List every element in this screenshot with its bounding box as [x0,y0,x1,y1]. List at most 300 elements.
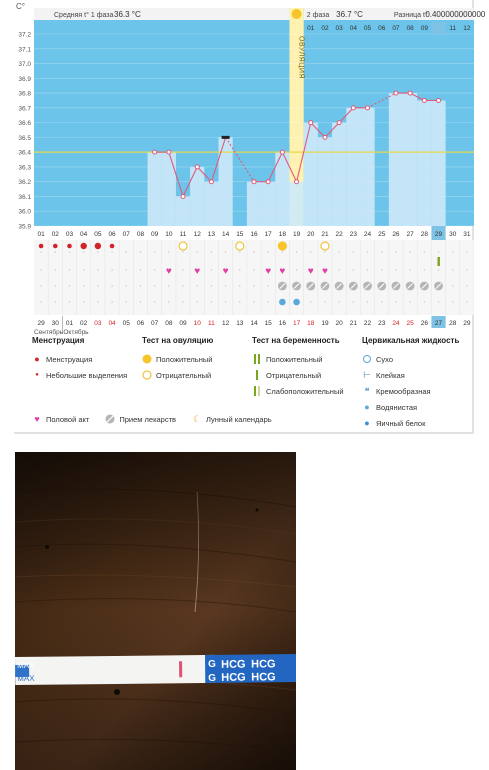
date-label: 09 [179,320,187,327]
day-label: 15 [236,231,244,238]
temp-bar [403,93,417,226]
y-tick-label: 36.4 [18,149,31,157]
legend-item: Половой акт [46,414,90,424]
date-label: 07 [151,320,159,327]
grid-dot [182,269,183,270]
grid-dot [438,301,439,302]
phase1-label: Средняя t° 1 фаза [54,12,114,19]
y-tick-label: 36.2 [18,179,31,187]
grid-dot [466,269,467,270]
date-label: 12 [221,320,230,327]
date-label: 04 [108,320,116,327]
temp-point [394,91,398,95]
grid-dot [211,269,212,270]
watery-drop-icon: ● [364,402,370,412]
egg-white-icon [279,299,286,306]
top-day-label: 03 [335,25,343,32]
grid-dot [140,251,141,252]
temp-bar [304,123,318,226]
month-label-october: Октябрь [63,329,89,336]
temp-point [351,106,355,110]
y-tick-label: 36.3 [18,164,31,172]
grid-dot [452,285,453,286]
temp-point [167,150,171,154]
grid-dot [126,251,127,252]
day-label: 27 [406,231,414,238]
grid-dot [225,251,226,252]
grid-dot [367,251,368,252]
date-label: 23 [378,320,386,327]
grid-dot [83,301,84,302]
grid-dot [182,301,183,302]
date-row [34,316,474,336]
egg-white-icon: ● [364,418,370,428]
y-tick-label: 36.5 [18,134,31,142]
grid-dot [338,251,339,252]
grid-dot [409,269,410,270]
temp-point [323,135,327,139]
day-label: 26 [392,231,400,238]
day-label: 08 [136,231,145,238]
temp-point [209,180,213,184]
y-tick-label: 36.6 [18,120,31,128]
grid-dot [211,301,212,302]
temp-point [280,150,284,154]
strip-text-max: MAX [17,660,35,670]
grid-dot [126,301,127,302]
legend-cervical-fluid [362,336,459,431]
grid-dot [69,269,70,270]
top-day-label: 09 [420,25,428,32]
grid-dot [40,269,41,270]
temp-bar [148,152,162,226]
grid-dot [253,285,254,286]
temp-bar [261,182,275,226]
legend-item: Менструация [46,354,93,364]
temp-bar [289,182,303,226]
grid-dot [409,251,410,252]
heart-icon: ♥ [321,266,328,277]
grid-dot [367,301,368,302]
menstruation-drop-icon [80,243,86,249]
photo-scene [15,452,296,770]
date-label: 01 [65,320,74,327]
phase2-value: 36.7 °C [336,10,363,19]
date-label: 18 [307,320,315,327]
day-label: 21 [321,231,329,238]
ovulation-label: ОВУЛЯЦИЯ [297,36,305,80]
grid-dot [310,251,311,252]
day-label: 22 [335,231,343,238]
grid-dot [197,301,198,302]
grid-dot [353,269,354,270]
y-tick-label: 36.9 [18,75,31,83]
temp-bar [219,137,233,226]
ovulation-positive-icon [278,242,287,251]
date-label: 10 [193,320,201,327]
grid-dot [466,251,467,252]
menstruation-drop-icon [110,244,115,249]
grid-dot [395,269,396,270]
date-label: 25 [406,320,414,327]
strip-text-g: G [208,658,216,670]
grid-dot [140,285,141,286]
temp-bar [204,182,218,226]
legend-item: Положительный [266,354,323,364]
grid-dot [239,251,240,252]
grid-dot [324,301,325,302]
legend-pregnancy-title: Тест на беременность [252,336,340,345]
date-label: 13 [236,320,244,327]
heart-icon: ♥ [194,266,201,277]
grid-dot [97,269,98,270]
grid-dot [267,285,268,286]
grid-dot [253,301,254,302]
heart-icon: ♥ [307,266,314,277]
grid-dot [424,251,425,252]
temp-point [295,180,299,184]
grid-dot [338,301,339,302]
day-label: 30 [449,231,457,238]
ovulation-sun-icon [292,9,302,19]
date-label: 29 [463,320,471,327]
date-label: 19 [321,320,329,327]
grid-dot [55,251,56,252]
ovulation-negative-icon [236,242,244,250]
y-tick-label: 36.1 [18,193,31,201]
temp-point [309,121,313,125]
moon-icon: ☾ [192,414,202,424]
top-day-label: 04 [349,25,357,32]
temp-point [366,106,370,110]
diff-value: 0.400000000000 [425,10,486,19]
grid-dot [97,285,98,286]
grid-dot [111,269,112,270]
legend-item: Прием лекарств [119,414,177,424]
date-label: 20 [335,320,343,327]
temp-bar [318,137,332,226]
grid-dot [111,301,112,302]
grid-dot [69,251,70,252]
grid-dot [253,251,254,252]
day-label: 07 [122,231,130,238]
day-label: 14 [221,231,230,238]
heart-icon: ♥ [222,266,229,277]
y-unit-label: С° [16,2,25,11]
grid-dot [55,301,56,302]
grid-dot [253,269,254,270]
heart-icon: ♥ [165,266,172,277]
grid-dot [168,301,169,302]
date-label: 21 [349,320,357,327]
legend-item: Отрицательный [156,370,212,380]
y-tick-label: 36.7 [18,105,31,113]
grid-dot [40,285,41,286]
day-label: 12 [193,231,201,238]
heart-icon: ♥ [34,414,40,424]
heart-icon: ♥ [279,266,286,277]
legend-item: Яичный белок [376,418,426,428]
top-day-label: 11 [449,25,457,32]
grid-dot [182,285,183,286]
day-label: 06 [108,231,116,238]
grid-dot [381,301,382,302]
top-day-label: 06 [378,25,386,32]
top-day-label: 01 [307,25,315,32]
strip-text-max2: MAX [17,673,35,683]
grid-dot [69,301,70,302]
month-label-september: Сентябрь [34,329,64,336]
ovulation-negative-icon [321,242,329,250]
grid-dot [395,301,396,302]
temp-bar [389,93,403,226]
y-tick-label: 36.8 [18,90,31,98]
temp-point [408,91,412,95]
date-label: 28 [449,320,457,327]
legend-item: Лунный календарь [206,414,272,424]
temp-bar [360,108,374,226]
day-label: 13 [207,231,216,238]
heart-icon: ♥ [265,266,272,277]
bbt-chart-panel [14,0,486,434]
strip-text-hcg: HCG [221,658,246,671]
grid-dot [154,285,155,286]
date-label: 26 [420,320,428,327]
grid-dot [381,269,382,270]
marker-grid [34,240,474,315]
grid-dot [97,251,98,252]
day-label: 24 [363,231,372,238]
temp-bar [431,100,445,226]
day-label: 01 [37,231,45,238]
grid-dot [40,301,41,302]
legend-pregnancy-test [252,336,344,399]
grid-dot [466,301,467,302]
grid-dot [438,269,439,270]
day-label: 11 [179,231,187,238]
y-tick-label: 36.0 [18,208,31,216]
legend-item: Кремообразная [376,386,431,396]
temp-bar [247,182,261,226]
grid-dot [111,251,112,252]
temp-point [337,121,341,125]
pill-icon [105,414,115,424]
grid-dot [367,269,368,270]
menstruation-drop-icon [67,244,72,249]
grid-dot [239,269,240,270]
grid-dot [83,269,84,270]
date-label: 27 [434,320,443,327]
day-label: 23 [349,231,357,238]
temp-point [252,180,256,184]
dry-icon [362,354,372,364]
creamy-icon: ❝ [364,386,370,396]
legend-item: Небольшие выделения [46,370,128,380]
sticky-icon: ⊢ [363,370,371,380]
day-label: 31 [463,231,471,238]
y-tick-label: 35.9 [18,223,31,231]
grid-dot [338,269,339,270]
day-number-row [34,226,474,240]
grid-dot [225,285,226,286]
empty-circle-icon [142,370,152,380]
date-label: 14 [250,320,258,327]
date-label: 30 [51,320,59,327]
temp-point [195,165,199,169]
day-label: 05 [94,231,102,238]
temperature-chart [18,8,486,231]
date-label: 11 [208,320,215,327]
grid-dot [83,285,84,286]
top-day-label: 07 [392,25,400,32]
grid-dot [324,251,325,252]
grid-dot [111,285,112,286]
day-label: 20 [307,231,315,238]
grid-dot [353,301,354,302]
filled-circle-icon [142,354,152,364]
strip-text-g2: G [208,672,217,684]
legend-item: Отрицательный [266,370,322,380]
date-label: 05 [122,320,130,327]
temp-bar [417,100,431,226]
grid-dot [126,285,127,286]
day-label: 17 [264,231,272,238]
egg-white-icon [293,299,300,306]
day-label: 16 [250,231,258,238]
single-bar-icon [252,370,262,380]
day-label: 19 [292,231,301,238]
legend-bottom [32,411,272,427]
day-label: 02 [51,231,59,238]
grid-dot [69,285,70,286]
legend-cervical-title: Цервикальная жидкость [362,336,460,345]
temp-point [422,98,426,102]
date-label: 06 [136,320,145,327]
grid-dot [395,251,396,252]
grid-dot [239,285,240,286]
grid-dot [296,251,297,252]
top-day-label: 02 [321,25,329,32]
grid-dot [126,269,127,270]
grid-dot [282,251,283,252]
y-tick-label: 37.0 [18,61,31,69]
temp-point [153,150,157,154]
date-label: 29 [37,320,45,327]
grid-dot [197,251,198,252]
date-label: 24 [392,320,400,327]
grid-dot [381,251,382,252]
grid-dot [267,301,268,302]
date-label: 17 [292,320,301,327]
strip-text-hcg3: HCG [221,671,246,684]
grid-dot [168,251,169,252]
legend-ovulation-title: Тест на овуляцию [142,336,214,345]
top-day-label: 12 [463,25,471,32]
grid-dot [267,251,268,252]
grid-dot [424,269,425,270]
date-label: 15 [264,320,272,327]
top-day-label: 05 [363,25,372,32]
grid-dot [452,251,453,252]
small-drop-icon: ● [35,372,39,378]
menstruation-drop-icon [53,244,58,249]
day-label: 29 [434,231,443,238]
grid-dot [55,285,56,286]
legend-item: Сухо [376,354,394,364]
temp-point [181,194,185,198]
legend-item: Водянистая [376,402,418,412]
temp-bar [332,123,346,226]
grid-dot [452,269,453,270]
grid-dot [438,251,439,252]
grid-dot [197,285,198,286]
temp-point [266,180,270,184]
faint-bar-icon [252,386,262,396]
grid-dot [452,301,453,302]
grid-dot [409,301,410,302]
day-label: 09 [151,231,159,238]
ovulation-negative-icon [179,242,187,250]
date-label: 08 [165,320,173,327]
legend-menstruation [32,336,127,383]
grid-dot [55,269,56,270]
day-label: 25 [378,231,386,238]
day-label: 28 [420,231,428,238]
grid-dot [211,251,212,252]
temp-point [437,98,441,102]
phase2-label: 2 фаза [306,12,330,19]
temp-bar [162,152,176,226]
diff-label: Разница t° [393,12,428,19]
temp-point-excluded [222,136,230,139]
grid-dot [424,301,425,302]
pregnancy-test-negative-icon [438,257,440,266]
chart-legend [32,336,472,432]
grid-dot [168,285,169,286]
grid-dot [83,251,84,252]
legend-item: Слабоположительный [266,386,344,396]
date-label: 03 [94,320,102,327]
grid-dot [97,301,98,302]
day-label: 04 [80,231,88,238]
grid-dot [239,301,240,302]
top-day-label: 08 [406,25,414,32]
grid-dot [353,251,354,252]
grid-dot [296,269,297,270]
menstruation-drop-icon [39,244,44,249]
grid-dot [140,301,141,302]
temp-bar [176,196,190,226]
double-bar-icon [252,354,262,364]
top-day-highlight [431,22,445,34]
date-label: 16 [278,320,287,327]
temp-bar [346,108,360,226]
strip-text-hcg2: HCG [251,658,276,671]
y-tick-label: 37.2 [18,31,31,39]
drop-icon: ● [34,354,40,364]
legend-ovulation-test [142,336,213,383]
strip-text-hcg4: HCG [251,671,276,684]
grid-dot [154,251,155,252]
grid-dot [140,269,141,270]
grid-dot [310,301,311,302]
legend-menstruation-title: Менструация [32,336,85,345]
grid-dot [154,269,155,270]
date-label: 22 [363,320,372,327]
legend-item: Положительный [156,354,213,364]
grid-dot [466,285,467,286]
grid-dot [225,301,226,302]
